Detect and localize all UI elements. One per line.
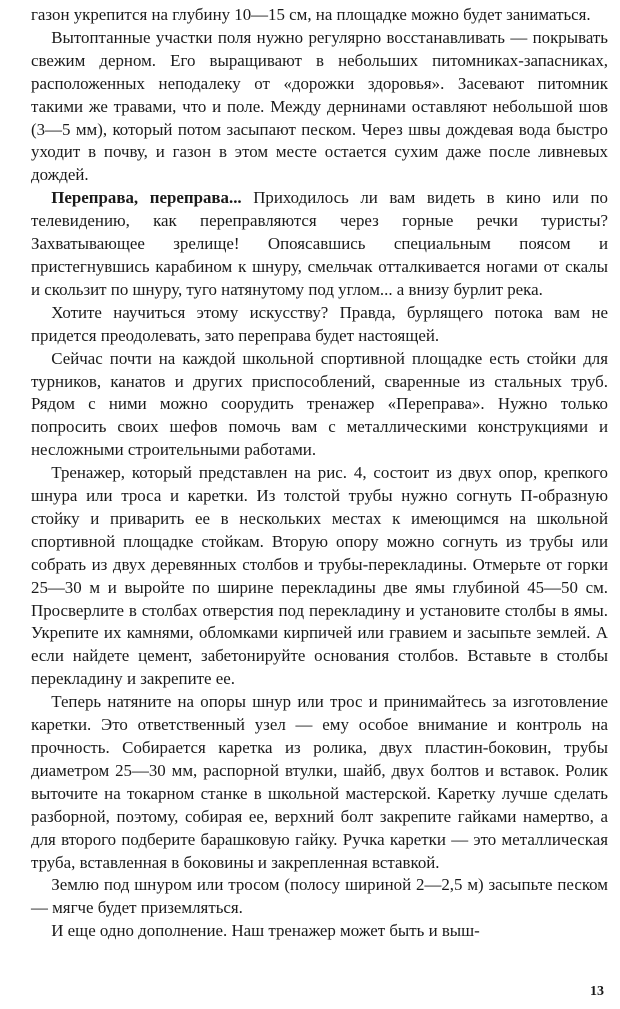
paragraph-learn-skill: Хотите научиться этому искусству? Правда, бурлящего потока вам не придется преодолевать, зато переправа будет настоящей. xyxy=(31,302,608,345)
paragraph-turf-repair: Вытоптанные участки поля нужно регулярно восстанавливать — покрывать свежим дерном. Его выращивают в небольших питомниках-запасниках, расположенных неподалеку от «дорожки здоровья». Засевают питомник такими же травами, что и поле. Между дернинами оставляют небольшой шов (3—5 мм), который потом засыпают песком. Через швы дождевая вода быстро уходит в почву, и газон в этом месте остается сухим даже после ливневых дождей. xyxy=(31,27,608,185)
paragraph-continuation: газон укрепится на глубину 10—15 см, на площадке можно будет заниматься. xyxy=(31,5,591,24)
paragraph-trainer-build: Тренажер, который представлен на рис. 4, состоит из двух опор, крепкого шнура или троса и каретки. Из толстой трубы нужно согнуть П-образную стойку и приварить ее в нескольких местах к имеющимся на школьной спортивной площадке стойкам. Вторую опору можно согнуть из трубы или собрать из двух деревянных столбов и трубы-перекладины. Отмерьте от горки 25—30 м и выройте по ширине перекладины две ямы глубиной 45—50 см. Просверлите в столбах отверстия под перекладину и установите столбы в ямы. Укрепите их камнями, обломками кирпичей или гравием и засыпьте землей. А если найдете цемент, забетонируйте основания столбов. Вставьте в столбы перекладину и закрепите ее. xyxy=(31,463,608,689)
paragraph-carriage: Теперь натяните на опоры шнур или трос и принимайтесь за изготовление каретки. Это ответственный узел — ему особое внимание и контроль на прочность. Собирается каретка из ролика, двух пластин-боковин, трубы диаметром 25—30 мм, распорной втулки, шайб, двух болтов и вставок. Ролик выточите на токарном станке в школьной мастерской. Каретку лучше сделать разборной, поэтому, собирая ее, верхний болт закрепите гайками намертво, а для второго подберите барашковую гайку. Ручка каретки — это металлическая труба, вставленная в боковины и закрепленная вставкой. xyxy=(31,692,608,872)
paragraph-addition: И еще одно дополнение. Наш тренажер может быть и выш- xyxy=(51,921,480,941)
page-text xyxy=(31,4,608,1004)
page-number: 13 xyxy=(590,984,604,999)
paragraph-crossing-intro xyxy=(31,187,608,302)
paragraph-sand: Землю под шнуром или тросом (полосу шириной 2—2,5 м) засыпьте песком — мягче будет приземляться. xyxy=(31,875,608,918)
paragraph-crossing-text: Приходилось ли вам видеть в кино или по телевидению, как переправляются через горные речки туристы? Захватывающее зрелище! Опоясавшись специальным поясом и пристегнувшись карабином к шнуру, смельчак отталкивается ногами от скалы и скользит по шнуру, туго натянутому под углом... а внизу бурлит река. xyxy=(31,188,608,299)
paragraph-school-ground: Сейчас почти на каждой школьной спортивной площадке есть стойки для турников, канатов и других приспособлений, сваренные из стальных труб. Рядом с ними можно соорудить тренажер «Переправа». Нужно только попросить своих шефов помочь вам с металлическими конструкциями и несложными строительными работами. xyxy=(31,348,608,460)
section-heading: Переправа, переправа... xyxy=(51,188,242,208)
